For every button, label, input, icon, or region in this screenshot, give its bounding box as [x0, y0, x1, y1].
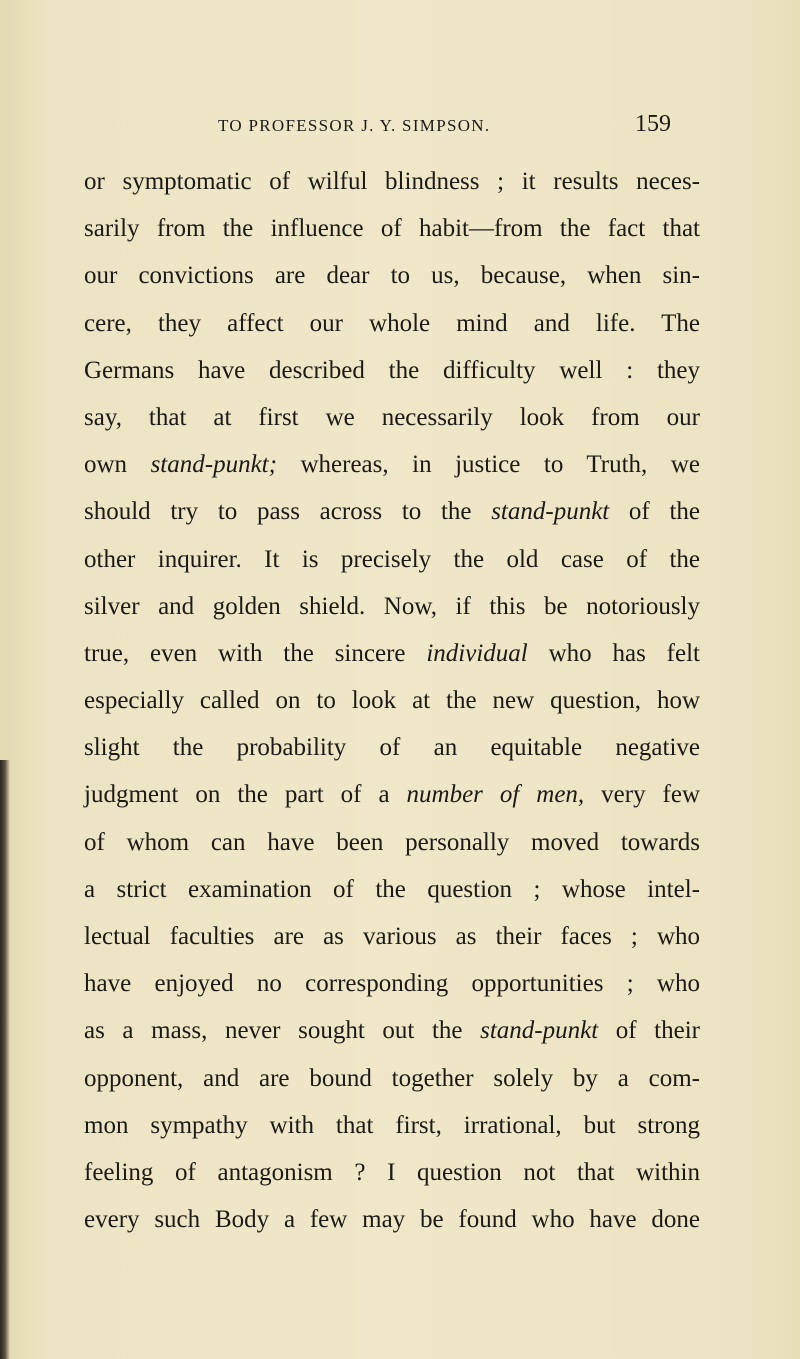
text-segment: feeling of antagonism ? I question not that within: [84, 1158, 700, 1186]
text-line: [84, 441, 700, 488]
text-segment: who has felt: [527, 639, 700, 667]
text-line: [84, 300, 700, 347]
text-line: [84, 347, 700, 394]
text-line: [84, 913, 700, 960]
text-line: [84, 252, 700, 299]
text-segment: sarily from the influence of habit—from the fact that: [84, 215, 700, 243]
text-segment: judgment on the part of a: [84, 781, 407, 809]
text-segment: whereas, in justice to Truth, we: [276, 451, 700, 479]
text-segment: or symptomatic of wilful blindness ; it results neces-: [84, 168, 700, 195]
text-line: [84, 1102, 700, 1149]
text-line: [84, 394, 700, 441]
page-edge-shadow: [0, 760, 10, 1359]
text-segment: a strict examination of the question ; whose intel-: [84, 875, 700, 903]
text-line: [84, 819, 700, 866]
italic-text: stand-punkt: [491, 498, 610, 526]
text-line: [84, 960, 700, 1007]
running-head: [0, 111, 800, 141]
text-line: [84, 536, 700, 583]
body-text: [84, 158, 700, 1243]
text-segment: say, that at first we necessarily look from our: [84, 403, 700, 431]
text-segment: of whom can have been personally moved towards: [84, 828, 700, 856]
text-segment: cere, they affect our whole mind and life. The: [84, 309, 700, 337]
text-line: [84, 771, 700, 818]
text-segment: have enjoyed no corresponding opportunities ; who: [84, 970, 700, 998]
text-line: [84, 677, 700, 724]
text-line: [84, 583, 700, 630]
page-number: 159: [635, 111, 671, 137]
text-line: [84, 1149, 700, 1196]
text-segment: very few: [584, 781, 701, 809]
text-line: [84, 488, 700, 535]
text-segment: true, even with the sincere: [84, 639, 427, 667]
text-segment: silver and golden shield. Now, if this be notoriously: [84, 592, 700, 620]
italic-text: stand-punkt;: [150, 451, 277, 479]
text-segment: as a mass, never sought out the: [84, 1017, 481, 1045]
text-line: [84, 1196, 700, 1243]
text-segment: opponent, and are bound together solely by a com-: [84, 1064, 700, 1092]
text-line: [84, 158, 700, 205]
text-segment: mon sympathy with that first, irrational, but strong: [84, 1111, 700, 1139]
text-segment: lectual faculties are as various as their faces ; who: [84, 923, 700, 950]
text-line: [84, 1055, 700, 1102]
text-line: [84, 630, 700, 677]
italic-text: stand-punkt: [480, 1017, 599, 1045]
text-segment: other inquirer. It is precisely the old case of the: [84, 545, 700, 573]
italic-text: number of men,: [406, 781, 585, 809]
text-segment: own: [84, 451, 151, 479]
text-segment: should try to pass across to the: [84, 498, 492, 526]
text-line: [84, 724, 700, 771]
text-segment: Germans have described the difficulty well : they: [84, 356, 700, 384]
text-segment: every such Body a few may be found who have done: [84, 1206, 700, 1234]
text-segment: our convictions are dear to us, because, when sin-: [84, 262, 700, 290]
text-line: [84, 866, 700, 913]
text-segment: of their: [598, 1017, 700, 1045]
text-segment: of the: [609, 498, 700, 526]
text-line: [84, 1007, 700, 1054]
running-head-title: TO PROFESSOR J. Y. SIMPSON.: [218, 116, 491, 135]
italic-text: individual: [426, 639, 528, 667]
text-segment: slight the probability of an equitable negative: [84, 734, 700, 762]
text-line: [84, 205, 700, 252]
text-segment: especially called on to look at the new question, how: [84, 687, 700, 715]
